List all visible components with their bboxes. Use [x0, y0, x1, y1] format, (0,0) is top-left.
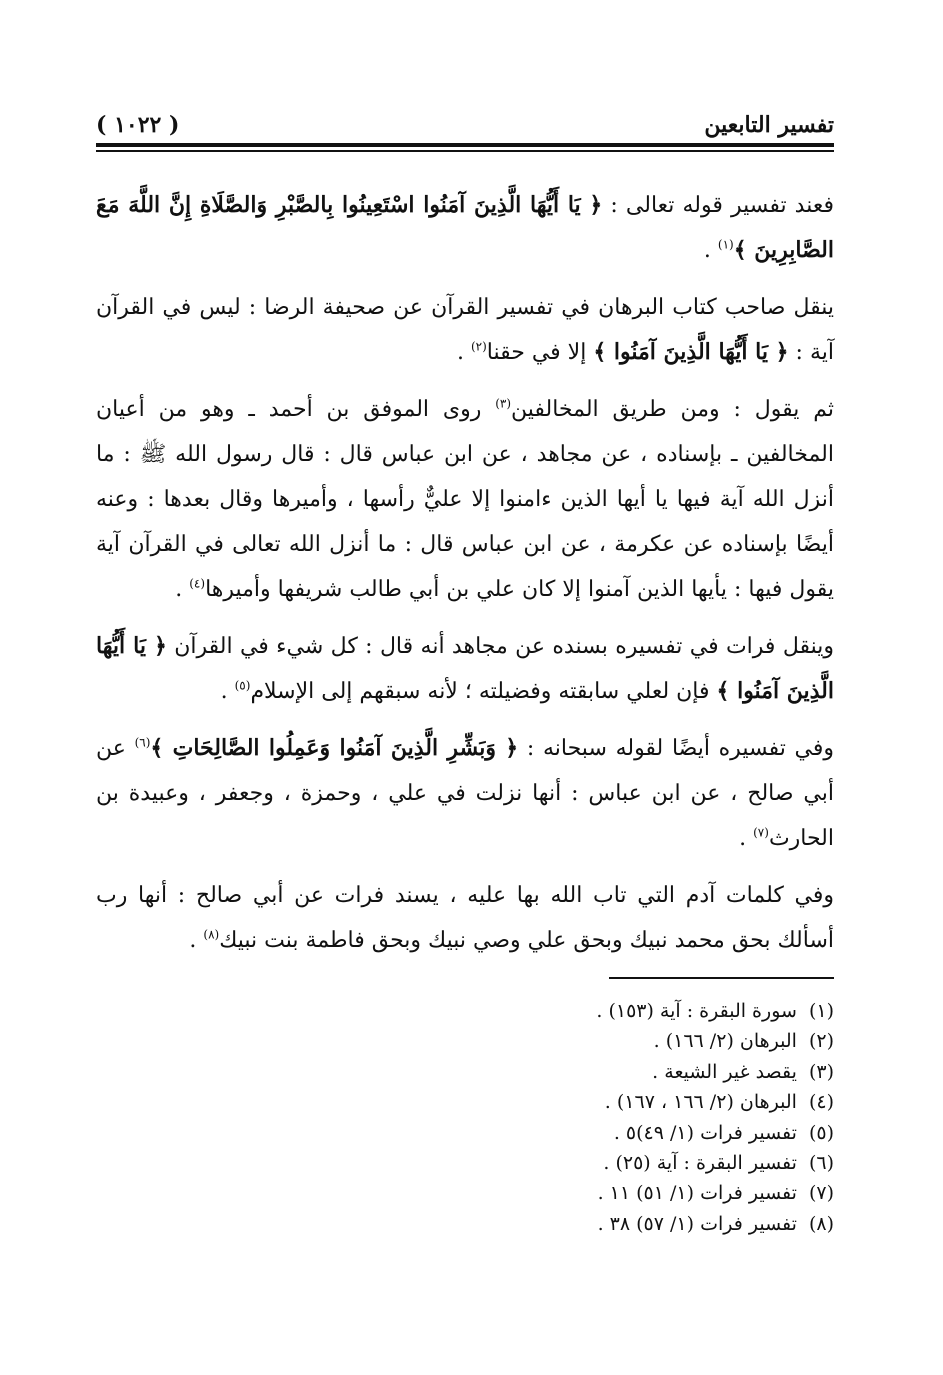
paragraph-text: إلا في حقنا — [486, 340, 594, 365]
footnote-text: البرهان (٢/ ١٦٦) . — [653, 1030, 797, 1053]
footnote-text: تفسير فرات (١/ ٤٩)٥ . — [613, 1121, 797, 1144]
paragraph — [96, 183, 834, 273]
main-text — [96, 183, 834, 975]
footnote-ref: (٣) — [495, 396, 512, 411]
footnote-item — [434, 1026, 834, 1056]
paragraph-text: فعند تفسير قوله تعالى : — [602, 193, 834, 218]
footnote-ref: (٨) — [203, 927, 220, 942]
paragraph — [96, 387, 834, 612]
paragraph-text: ينقل صاحب كتاب البرهان في تفسير القرآن عن صحيفة الرضا : ليس في القرآن آية : — [96, 295, 834, 365]
page-header — [96, 112, 834, 138]
footnote-number: (٣) — [808, 1060, 834, 1083]
footnote-item — [434, 1057, 834, 1087]
footnote-ref: (١) — [717, 237, 734, 252]
quran-verse: ﴿ يَا أَيُّهَا الَّذِينَ آمَنُوا اسْتَعِينُوا بِالصَّبْرِ وَالصَّلَاةِ إِنَّ اللَّهَ مَعَ الصَّابِرِينَ ﴾ — [96, 192, 834, 263]
paragraph-text: وفي كلمات آدم التي تاب الله بها عليه ، يسند فرات عن أبي صالح : أنها رب أسألك بحق محمد نبيك وبحق علي وصي نبيك وبحق فاطمة بنت نبيك — [96, 883, 834, 953]
page-number: ( ١٠٢٢ ) — [96, 112, 180, 138]
paragraph-text: . — [456, 340, 471, 365]
quran-verse: ﴿ يَا أَيُّهَا الَّذِينَ آمَنُوا ﴾ — [593, 339, 789, 365]
running-title: تفسير التابعين — [704, 112, 834, 138]
footnote-number: (٤) — [808, 1091, 834, 1114]
paragraph-text: . — [175, 577, 190, 602]
footnote-item — [434, 1178, 834, 1208]
footnote-text: تفسير فرات (١/ ٥٧) ٣٨ . — [597, 1212, 797, 1235]
footnote-ref: (٦) — [134, 735, 151, 750]
paragraph-text: ثم يقول : ومن طريق المخالفين — [511, 397, 834, 422]
paragraph-text: فإن لعلي سابقته وفضيلته ؛ لأنه سبقهم إلى الإسلام — [250, 679, 717, 704]
footnote-text: البرهان (٢/ ١٦٦ ، ١٦٧) . — [604, 1091, 797, 1114]
paragraph-text: . — [703, 238, 718, 263]
footnote-number: (٨) — [808, 1212, 834, 1235]
footnote-text: تفسير البقرة : آية (٢٥) . — [603, 1152, 797, 1175]
paragraph — [96, 726, 834, 861]
paragraph-text: روى الموفق بن أحمد ـ وهو من أعيان المخالفين ـ بإسناده ، عن مجاهد ، عن ابن عباس قال : قال رسول الله ﷺ : ما أنزل الله آية فيها يا أيها الذين ءامنوا إلا عليٌّ رأسها ، وأميرها وقال بعدها : وعنه أيضًا بإسناده عن عكرمة ، عن ابن عباس قال : ما أنزل الله تعالى في القرآن آية يقول فيها : يأيها الذين آمنوا إلا كان علي بن أبي طالب شريفها وأميرها — [96, 397, 834, 602]
paragraph-text: وينقل فرات في تفسيره بسنده عن مجاهد أنه قال : كل شيء في القرآن — [166, 634, 834, 659]
paragraph-text: . — [189, 928, 204, 953]
footnotes — [434, 996, 834, 1239]
footnote-separator — [609, 977, 834, 979]
footnote-text: تفسير فرات (١/ ٥١) ١١ . — [597, 1182, 797, 1205]
quran-verse: ﴿ يَا أَيُّهَا الَّذِينَ آمَنُوا ﴾ — [96, 633, 834, 704]
header-rule-thin — [96, 150, 834, 152]
footnote-number: (٧) — [808, 1182, 834, 1205]
paragraph-text: وفي تفسيره أيضًا لقوله سبحانه : — [518, 736, 835, 761]
paragraph — [96, 624, 834, 714]
header-rule-thick — [96, 143, 834, 147]
footnote-ref: (٢) — [470, 339, 487, 354]
footnote-ref: (٥) — [234, 678, 251, 693]
paragraph-text: . — [739, 826, 754, 851]
footnote-number: (١) — [808, 1000, 834, 1022]
footnote-item — [434, 1148, 834, 1178]
paragraph — [96, 873, 834, 963]
footnote-ref: (٧) — [753, 825, 769, 840]
paragraph-text: . — [220, 679, 235, 704]
footnote-text: سورة البقرة : آية (١٥٣) . — [596, 1000, 797, 1022]
paragraph-text: عن أبي صالح ، عن ابن عباس : أنها نزلت في علي ، وحمزة ، وجعفر ، وعبيدة بن الحارث — [96, 736, 834, 851]
footnote-ref: (٤) — [189, 576, 206, 591]
footnote-item — [434, 996, 834, 1026]
footnote-item — [434, 1209, 834, 1239]
footnote-number: (٢) — [808, 1030, 834, 1053]
footnote-item — [434, 1118, 834, 1148]
footnote-text: يقصد غير الشيعة . — [652, 1060, 797, 1083]
quran-verse: ﴿ وَبَشِّرِ الَّذِينَ آمَنُوا وَعَمِلُوا الصَّالِحَاتِ ﴾ — [150, 735, 519, 761]
paragraph — [96, 285, 834, 375]
footnote-item — [434, 1087, 834, 1117]
footnote-number: (٥) — [808, 1121, 834, 1144]
footnote-number: (٦) — [808, 1152, 834, 1175]
